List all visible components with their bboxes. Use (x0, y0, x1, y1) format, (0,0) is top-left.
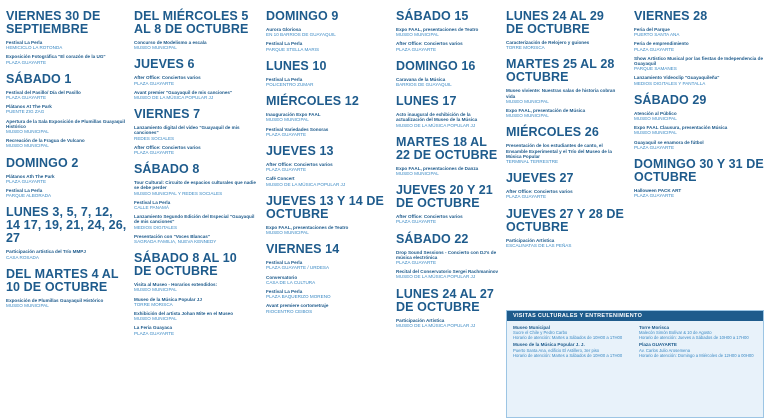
event-item (634, 56, 764, 72)
day-block (634, 158, 764, 198)
event-title: Festival del Pasillo/ Día del Pasillo (6, 89, 81, 95)
event-title: Participación Artística (506, 237, 555, 243)
event-item (396, 41, 500, 51)
day-heading: LUNES 24 AL 27 DE OCTUBRE (396, 286, 494, 314)
event-title: After Office: Conciertos varios (396, 214, 463, 220)
event-item (6, 298, 128, 308)
event-place: MUSEO MUNICIPAL (134, 287, 177, 293)
day-block (6, 73, 128, 149)
visit-venue (639, 342, 757, 357)
event-title: Expo FAAL, presentaciones de Teatro (396, 27, 479, 32)
day-block (6, 10, 128, 65)
event-item (134, 311, 256, 321)
event-title: Feria de emprendimiento (634, 41, 689, 47)
day-heading: SÁBADO 8 AL 10 DE OCTUBRE (134, 251, 237, 279)
event-title: Presentación con "Voces Blancas" (134, 233, 211, 239)
event-place: PLAZA GUAYARTE (6, 59, 47, 65)
venue-line: Horario de atención: Martes a Sábados de 10H00 a 17H00 (513, 352, 623, 358)
event-item (396, 77, 500, 87)
event-place: REDES SOCIALES (134, 135, 175, 141)
event-title: Avant premier "Guayaquil de mis canciones" (134, 89, 233, 95)
event-item (266, 112, 388, 122)
day-block (506, 172, 624, 199)
event-place: PLAZA GUAYARTE (134, 330, 175, 336)
event-title: Lanzamiento Videoclip "Guayaquileña" (634, 75, 720, 81)
day-block (266, 95, 388, 137)
event-item (396, 269, 500, 279)
day-block (6, 206, 128, 259)
event-title: Plátanos Ath The Park (6, 173, 55, 179)
day-heading: SÁBADO 22 (396, 231, 469, 246)
event-title: Inauguración Expo FAAL (266, 112, 321, 118)
event-place: PUERTO SANTA ANA (634, 32, 680, 38)
event-place: HEMICICLO LA ROTONDA (6, 45, 63, 51)
event-title: Participación artística del Trío MMPJ (6, 249, 86, 255)
event-place: MUSEO MUNICIPAL (396, 171, 439, 177)
day-heading: VIERNES 30 DE SEPTIEMBRE (6, 9, 101, 36)
event-item (134, 200, 256, 210)
day-block (506, 10, 624, 50)
event-title: Lanzamiento digital del video "Guayaquil de mis canciones" (134, 125, 240, 136)
day-block (134, 252, 256, 336)
event-place: PUENTE ZIG ZAG (6, 109, 45, 115)
event-item (634, 75, 764, 85)
day-block (266, 60, 388, 87)
event-place: MUSEO MUNICIPAL (634, 130, 677, 136)
day-block (134, 58, 256, 100)
venue-name: Plaza GUAYARTE (639, 342, 677, 348)
event-title: Caracterización de Relojero y guiones (506, 40, 590, 45)
day-heading: MIÉRCOLES 12 (266, 94, 359, 109)
day-heading: DOMINGO 16 (396, 58, 476, 73)
event-place: MUSEO MUNICIPAL (6, 129, 49, 135)
event-title: After Office: Conciertos varios (134, 75, 201, 81)
event-title: Exposición de Plumillas Guayaquil Histórico (6, 297, 104, 303)
day-heading: SÁBADO 8 (134, 162, 200, 177)
event-place: TERMINAL TERRESTRE (506, 159, 559, 165)
event-item (134, 145, 256, 155)
event-title: Drop Sound Sessions - Concierto con DJ's de música electrónica (396, 249, 497, 260)
column-4 (396, 0, 500, 328)
event-title: Feria del Parque (634, 27, 670, 32)
event-place: PLAZA GUAYARTE (6, 178, 47, 184)
event-item (134, 214, 256, 230)
event-place: PLAZA GUAYARTE (266, 131, 307, 137)
event-title: Festival La Perla (6, 40, 43, 45)
event-item (506, 238, 624, 248)
event-item (396, 112, 500, 128)
event-place: MUSEO MUNICIPAL (6, 303, 49, 309)
event-title: Conversatorio (266, 274, 298, 280)
event-place: MUSEO DE LA MÚSICA POPULAR JJ (396, 122, 476, 128)
day-heading: DOMINGO 9 (266, 9, 339, 23)
day-block (266, 195, 388, 235)
event-item (6, 249, 128, 259)
day-heading: LUNES 3, 5, 7, 12, 14 17, 19, 21, 24, 26, 27 (6, 205, 127, 246)
event-title: Lanzamiento Segundo Edición del Especial "Guayaquil de mis canciones" (134, 214, 255, 225)
event-title: Exhibición del artista Johan Mite en el Museo (134, 311, 234, 317)
day-heading: VIERNES 7 (134, 107, 201, 122)
day-block (506, 126, 624, 164)
event-item (134, 90, 256, 100)
day-block (396, 184, 500, 224)
event-item (266, 77, 388, 87)
event-place: MUSEO MUNICIPAL (634, 116, 677, 122)
event-title: Festival La Perla (266, 260, 303, 266)
event-item (6, 188, 128, 198)
day-block (506, 58, 624, 118)
event-place: ESCALINATAS DE LAS PEÑAS (506, 242, 572, 248)
venue-line: Horario de atención: Domingo a Miércoles de 12H00 a 00H00 (639, 352, 754, 358)
event-title: Halloween PACK ART (634, 188, 682, 194)
day-block (266, 243, 388, 314)
event-title: Plátanos At The Park (6, 104, 52, 110)
event-item (634, 188, 764, 198)
day-heading: VIERNES 28 (634, 9, 708, 23)
day-block (634, 10, 764, 86)
event-place: MEDIOS DIGITALES Y PANTALLA (634, 80, 706, 86)
event-place: CASA ROSADA (6, 254, 39, 260)
event-title: Expo FAAL, presentación de Música (506, 108, 586, 114)
day-heading: SÁBADO 29 (634, 92, 707, 107)
event-place: EN 10 BARRIOS DE GUAYAQUIL (266, 32, 336, 38)
event-place: PARQUE ALBORADA (6, 193, 52, 199)
event-item (6, 90, 128, 100)
event-title: Apertura de la Sala Exposición de Plumillas Guayaquil Histórico (6, 118, 125, 129)
event-title: Expo FAAL, presentaciones de Danza (396, 165, 479, 171)
event-title: Participación Artística (396, 317, 445, 323)
event-item (634, 27, 764, 37)
event-place: PLAZA GUAYARTE (134, 150, 175, 156)
day-heading: MARTES 18 AL 22 DE OCTUBRE (396, 134, 498, 162)
venue-line: Horario de atención: Jueves a Sábados de 10H00 a 17H00 (639, 335, 749, 341)
event-place: CALLE PANAMÁ (134, 205, 169, 211)
event-item (134, 180, 256, 196)
column-1 (6, 0, 128, 308)
day-heading: LUNES 10 (266, 58, 327, 73)
event-place: PLAZA BAQUERIZO MORENO (266, 294, 331, 300)
event-item (134, 325, 256, 335)
day-block (396, 288, 500, 328)
visits-panel (506, 310, 764, 418)
day-heading: MIÉRCOLES 26 (506, 125, 599, 140)
event-place: PLAZA GUAYARTE (266, 167, 307, 173)
event-place: PLAZA GUAYARTE (396, 219, 437, 225)
event-item (6, 138, 128, 148)
event-title: Festival Variedades Sonoras (266, 126, 329, 132)
event-title: Expo FAAL, presentaciones de Teatro (266, 224, 349, 230)
event-place: MUSEO MUNICIPAL (506, 98, 549, 104)
event-item (6, 54, 128, 64)
day-block (266, 10, 388, 52)
day-block (134, 108, 256, 155)
day-heading: JUEVES 27 (506, 171, 574, 186)
event-title: Café Concert (266, 176, 295, 182)
event-title: Presentación de los estudiantes de canto, el Ensamble Experimental y el Trío del Museo de la Música Popular (506, 143, 612, 159)
event-item (134, 75, 256, 85)
event-title: Caravana de la Música (396, 76, 446, 82)
day-heading: VIERNES 14 (266, 242, 340, 257)
day-heading: SÁBADO 15 (396, 9, 469, 23)
event-place: PARQUE STELLA MARIS (266, 46, 320, 52)
event-title: La Feria Guayaca (134, 325, 173, 331)
column-6 (634, 0, 764, 198)
day-block (134, 163, 256, 244)
event-place: PLAZA GUAYARTE (506, 194, 547, 200)
event-title: Museo viviente: Nuestras salas de historia cobran vida (506, 88, 616, 99)
event-place: POLICENTRO ZUMAR (266, 82, 314, 88)
event-title: After Office: Conciertos varios (134, 144, 201, 150)
event-item (396, 27, 500, 37)
event-item (506, 108, 624, 118)
event-item (266, 162, 388, 172)
event-item (506, 189, 624, 199)
event-item (134, 125, 256, 141)
event-place: PLAZA GUAYARTE (6, 95, 47, 101)
venue-line: Malecón Simón Bolívar & 10 de Agosto (639, 330, 712, 336)
event-place: CASA DE LA CULTURA (266, 279, 316, 285)
event-place: MUSEO MUNICIPAL (266, 117, 309, 123)
event-item (266, 275, 388, 285)
event-place: MUSEO MUNICIPAL (6, 143, 49, 149)
day-heading: MARTES 25 AL 28 OCTUBRE (506, 57, 615, 85)
event-item (266, 176, 388, 186)
event-title: Tour Cultural: Circuito de espacios culturales que nadie se debe perder (134, 180, 256, 191)
event-place: MUSEO DE LA MÚSICA POPULAR JJ (134, 95, 214, 101)
event-title: Festival La Perla (266, 76, 303, 82)
event-place: MUSEO MUNICIPAL (396, 32, 439, 38)
event-title: Guayaquil se enamora de fútbol (634, 139, 704, 145)
venue-line: Puerto Santa Ana, edificio El Astillero, 3er piso (513, 347, 600, 353)
event-place: MUSEO DE LA MÚSICA POPULAR JJ (396, 322, 476, 328)
event-title: Festival La Perla (266, 41, 303, 47)
day-block (266, 145, 388, 187)
event-item (634, 140, 764, 150)
event-title: Festival La Perla (6, 188, 43, 194)
event-title: Concurso de Modelismo a escala (134, 40, 207, 45)
event-place: MUSEO MUNICIPAL (134, 316, 177, 322)
event-item (6, 40, 128, 50)
column-2 (134, 0, 256, 336)
event-place: BARRIOS DE GUAYAQUIL (396, 82, 452, 88)
day-block (396, 95, 500, 128)
event-place: TORRE MORISCA (134, 301, 173, 307)
day-heading: JUEVES 6 (134, 57, 195, 72)
event-item (634, 41, 764, 51)
event-place: PLAZA GUAYARTE (634, 193, 675, 199)
venue-name: Torre Morisca (639, 325, 670, 330)
event-title: Festival La Perla (266, 289, 303, 295)
event-place: MEDIOS DIGITALES (134, 224, 178, 230)
event-title: Atención al Público (634, 110, 677, 116)
event-item (396, 214, 500, 224)
event-place: PLAZA GUAYARTE (396, 260, 437, 266)
venue-line: Sucre el Chile y Pedro Carbo (513, 330, 568, 336)
event-item (266, 289, 388, 299)
event-item (6, 174, 128, 184)
event-title: After Office: Conciertos varios (266, 162, 333, 168)
day-block (506, 208, 624, 248)
event-item (134, 297, 256, 307)
event-item (506, 143, 624, 164)
column-5 (506, 0, 624, 248)
visits-header: VISITAS CULTURALES Y ENTRETENIMIENTO (507, 311, 763, 321)
event-place: SAGRADA FAMILIA, NUEVA KENNEDY (134, 239, 217, 245)
event-item (134, 40, 256, 50)
event-item (634, 111, 764, 121)
day-heading: JUEVES 27 Y 28 DE OCTUBRE (506, 206, 624, 234)
event-item (396, 166, 500, 176)
event-title: After Office: Conciertos varios (506, 189, 573, 195)
day-heading: SÁBADO 1 (6, 71, 72, 86)
day-heading: JUEVES 20 Y 21 DE OCTUBRE (396, 183, 493, 211)
day-heading: LUNES 24 AL 29 DE OCTUBRE (506, 9, 604, 36)
column-3 (266, 0, 388, 314)
event-item (396, 318, 500, 328)
event-title: Show Artístico Musical por las fiestas de Independencia de Guayaquil (634, 55, 763, 67)
event-item (6, 104, 128, 114)
event-place: MUSEO MUNICIPAL (134, 45, 177, 51)
day-heading: DOMINGO 30 Y 31 DE OCTUBRE (634, 157, 764, 185)
event-place: MUSEO MUNICIPAL (266, 230, 309, 236)
event-title: Avant premiere cortometraje (266, 303, 329, 309)
event-item (6, 119, 128, 135)
venue-name: Museo de la Música Popular J. J. (513, 342, 585, 348)
event-item (634, 125, 764, 135)
visit-venue (513, 325, 631, 340)
event-place: PLAZA GUAYARTE (396, 46, 437, 52)
event-place: MUSEO MUNICIPAL (506, 113, 549, 119)
event-place: MUSEO DE LA MÚSICA POPULAR JJ (396, 274, 476, 280)
day-block (396, 60, 500, 87)
event-item (266, 127, 388, 137)
event-title: Recreación de la Fragua de Vulcano (6, 138, 85, 144)
event-item (266, 303, 388, 313)
event-title: Exposición Fotográfica "El corazón de la UG" (6, 54, 106, 60)
event-title: Expo FAAL Clausura, presentación Música (634, 125, 728, 131)
day-heading: LUNES 17 (396, 94, 457, 109)
day-block (634, 94, 764, 150)
visits-grid (507, 321, 763, 362)
visit-venue (639, 325, 757, 340)
day-block (396, 10, 500, 52)
event-item (506, 40, 624, 50)
event-title: Acto inaugural de exhibición de la actualización del Museo de la Música (396, 112, 478, 123)
day-block (6, 268, 128, 308)
event-place: PLAZA GUAYARTE (134, 80, 175, 86)
venue-line: Horario de atención: Martes a Sábados de 10H00 a 17H00 (513, 335, 623, 341)
event-item (266, 225, 388, 235)
event-place: PLAZA GUAYARTE (634, 144, 675, 150)
event-place: PLAZA GUAYARTE / URDESA (266, 265, 330, 271)
venue-name: Museo Municipal (513, 325, 551, 330)
day-heading: DEL MARTES 4 AL 10 DE OCTUBRE (6, 266, 119, 294)
event-place: MUSEO MUNICIPAL Y REDES SOCIALES (134, 190, 223, 196)
day-block (396, 233, 500, 280)
event-item (134, 234, 256, 244)
event-item (266, 41, 388, 51)
event-title: After Office: Conciertos varios (396, 41, 463, 47)
event-title: Festival La Perla (134, 199, 171, 205)
day-heading: JUEVES 13 (266, 144, 334, 159)
event-title: Visita al Museo - Horarios extendidos: (134, 282, 218, 288)
event-item (266, 27, 388, 37)
event-item (396, 250, 500, 266)
event-title: Museo de la Música Popular JJ (134, 296, 202, 302)
event-place: MUSEO DE LA MÚSICA POPULAR JJ (266, 181, 346, 187)
day-heading: DEL MIÉRCOLES 5 AL 8 DE OCTUBRE (134, 9, 249, 36)
event-place: RIOCENTRO CEIBOS (266, 308, 313, 314)
day-heading: DOMINGO 2 (6, 155, 79, 170)
day-block (396, 136, 500, 176)
event-title: Aurora Gloriosa (266, 27, 301, 32)
venue-line: Av. Carlos Julio Arosemena (639, 347, 691, 353)
visit-venue (513, 342, 631, 357)
event-place: PLAZA GUAYARTE (634, 46, 675, 52)
event-item (134, 282, 256, 292)
day-block (134, 10, 256, 50)
event-title: Recital del Conservatorio Sergei Rachmaninov (396, 269, 499, 275)
event-item (266, 260, 388, 270)
day-heading: JUEVES 13 Y 14 DE OCTUBRE (266, 193, 384, 221)
event-place: TORRE MORISCA (506, 45, 545, 51)
day-block (6, 157, 128, 199)
event-place: PARQUE SAMANES (634, 66, 677, 72)
event-item (506, 88, 624, 104)
